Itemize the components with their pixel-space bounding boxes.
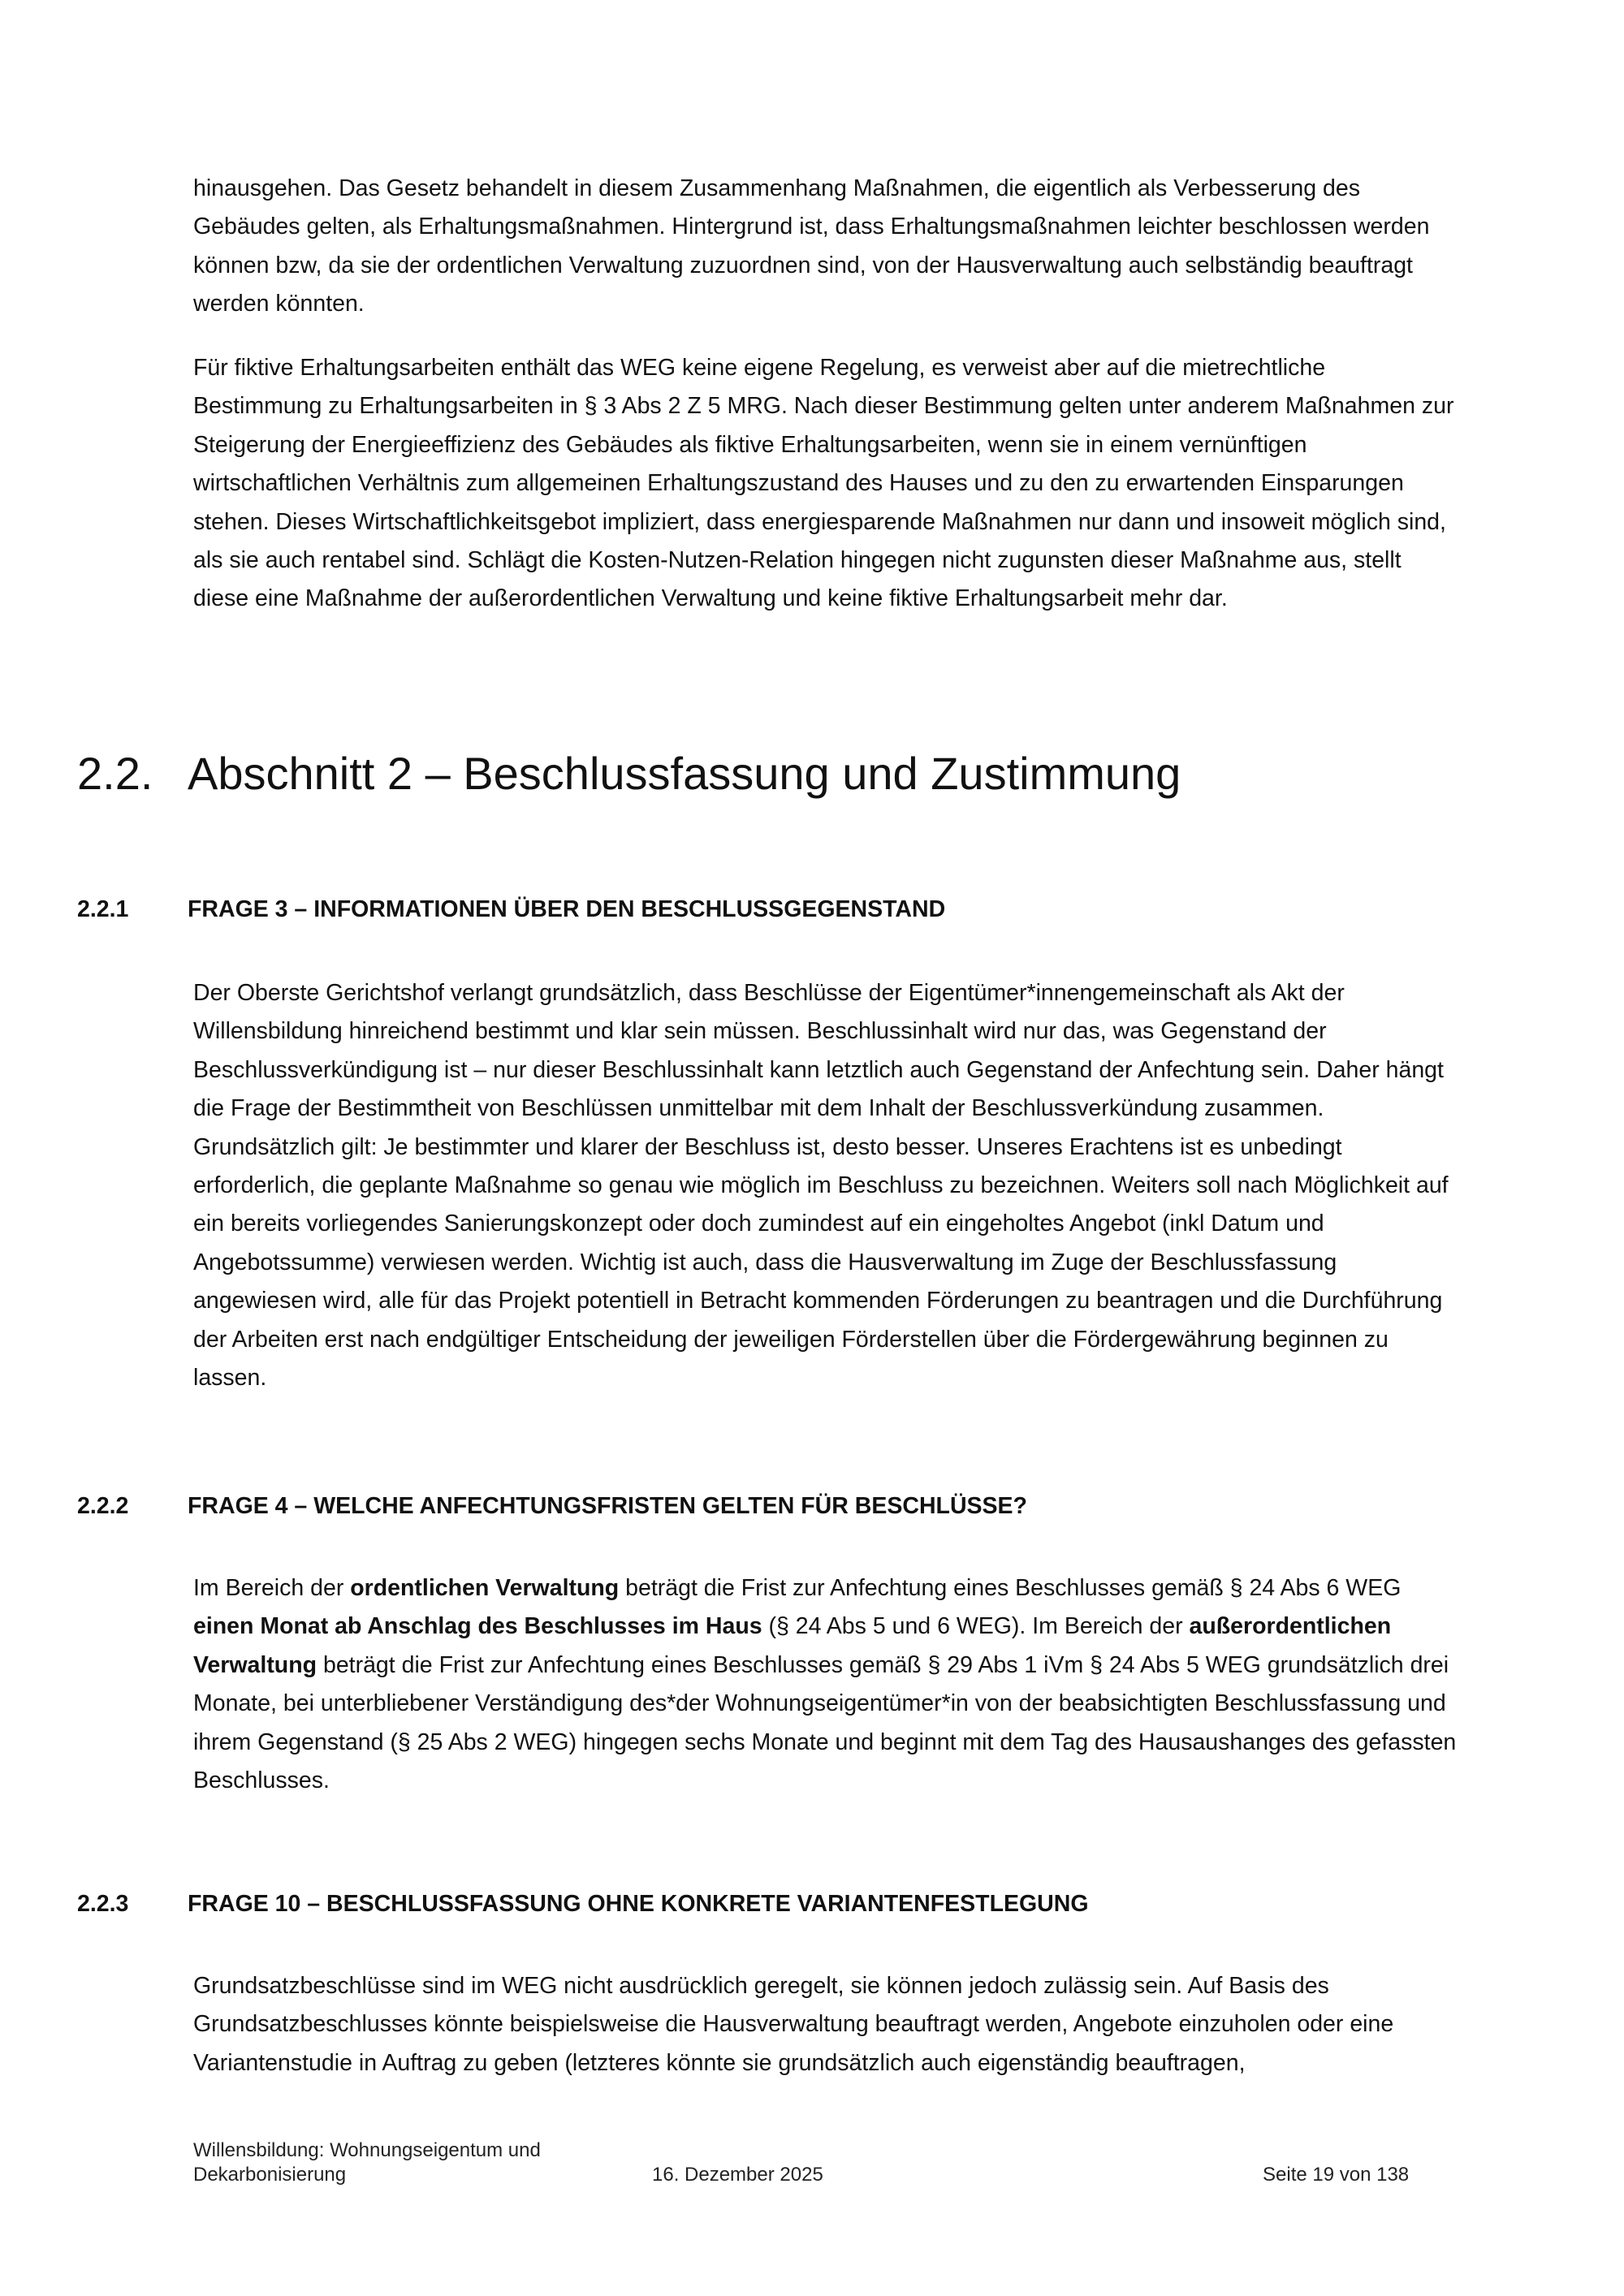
footer-date: 16. Dezember 2025	[652, 2164, 823, 2186]
paragraph-frage-10: Grundsatzbeschlüsse sind im WEG nicht ausdrücklich geregelt, sie können jedoch zulässig sein. Auf Basis des Grundsatzbeschlusses könnte beispielsweise die Hausverwaltung beauftragt werden, Angebote einzuholen oder eine Variantenstudie in Auftrag zu geben (letzteres könnte sie grundsätzlich auch eigenständig beauftragen,	[193, 1973, 1394, 2076]
subsection-title: FRAGE 4 – WELCHE ANFECHTUNGSFRISTEN GELTEN FÜR BESCHLÜSSE?	[188, 1493, 1027, 1519]
bold-run: ordentlichen Verwaltung	[350, 1575, 620, 1601]
text-run: (§ 24 Abs 5 und 6 WEG). Im Bereich der	[762, 1613, 1190, 1640]
subsection-number: 2.2.2	[77, 1493, 129, 1519]
paragraph-continuation: hinausgehen. Das Gesetz behandelt in diesem Zusammenhang Maßnahmen, die eigentlich als Verbesserung des Gebäudes gelten, als Erhaltungsmaßnahmen. Hintergrund ist, dass Erhaltungsmaßnahmen leichter beschlossen werden können bzw, da sie der ordentlichen Verwaltung zuzuordnen sind, von der Hausverwaltung auch selbständig beauftragt werden könnten.	[193, 175, 1430, 317]
subsection-title: FRAGE 10 – BESCHLUSSFASSUNG OHNE KONKRETE VARIANTENFESTLEGUNG	[188, 1891, 1089, 1917]
text-run: beträgt die Frist zur Anfechtung eines Beschlusses gemäß § 24 Abs 6 WEG	[619, 1575, 1402, 1601]
paragraph-frage-3: Der Oberste Gerichtshof verlangt grundsätzlich, dass Beschlüsse der Eigentümer*innengemeinschaft als Akt der Willensbildung hinreichend bestimmt und klar sein müssen. Beschlussinhalt wird nur das, was Gegenstand der Beschlussverkündigung ist – nur dieser Beschlussinhalt kann letztlich auch Gegenstand der Anfechtung sein. Daher hängt die Frage der Bestimmtheit von Beschlüssen unmittelbar mit dem Inhalt der Beschlussverkündung zusammen. Grundsätzlich gilt: Je bestimmter und klarer der Beschluss ist, desto besser. Unseres Erachtens ist es unbedingt erforderlich, die geplante Maßnahme so genau wie möglich im Beschluss zu bezeichnen. Weiters soll nach Möglichkeit auf ein bereits vorliegendes Sanierungskonzept oder doch zumindest auf ein eingeholtes Angebot (inkl Datum und Angebotssumme) verwiesen werden. Wichtig ist auch, dass die Hausverwaltung im Zuge der Beschlussfassung angewiesen wird, alle für das Projekt potentiell in Betracht kommenden Förderungen zu beantragen und die Durchführung der Arbeiten erst nach endgültiger Entscheidung der jeweiligen Förderstellen über die Fördergewährung beginnen zu lassen.	[193, 980, 1449, 1392]
subsection-heading-frage-10	[77, 1888, 1089, 1920]
footer-document-title	[193, 2138, 615, 2187]
subsection-heading-frage-4	[77, 1490, 1027, 1522]
bold-run: außerordentlichen Verwaltung	[193, 1613, 1392, 1678]
section-heading	[77, 745, 1181, 802]
paragraph-fiktive-erhaltungsarbeiten: Für fiktive Erhaltungsarbeiten enthält das WEG keine eigene Regelung, es verweist aber auf die mietrechtliche Bestimmung zu Erhaltungsarbeiten in § 3 Abs 2 Z 5 MRG. Nach dieser Bestimmung gelten unter anderem Maßnahmen zur Steigerung der Energieeffizienz des Gebäudes als fiktive Erhaltungsarbeiten, wenn sie in einem vernünftigen wirtschaftlichen Verhältnis zum allgemeinen Erhaltungszustand des Hauses und zu den zu erwartenden Einsparungen stehen. Dieses Wirtschaftlichkeitsgebot impliziert, dass energiesparende Maßnahmen nur dann und insoweit möglich sind, als sie auch rentabel sind. Schlägt die Kosten-Nutzen-Relation hingegen nicht zugunsten dieser Maßnahme aus, stellt diese eine Maßnahme der außerordentlichen Verwaltung und keine fiktive Erhaltungsarbeit mehr dar.	[193, 355, 1454, 612]
text-run: beträgt die Frist zur Anfechtung eines Beschlusses gemäß § 29 Abs 1 iVm § 24 Abs 5 WEG grundsätzlich drei Monate, bei unterbliebener Verständigung des*der Wohnungseigentümer*in von der beabsichtigten Beschlussfassung und ihrem Gegenstand (§ 25 Abs 2 WEG) hingegen sechs Monate und beginnt mit dem Tag des Hausaushanges des gefassten Beschlusses.	[193, 1651, 1457, 1794]
subsection-number: 2.2.1	[77, 896, 129, 922]
bold-run: einen Monat ab Anschlag des Beschlusses im Haus	[193, 1613, 762, 1640]
footer-title-line-1: Willensbildung: Wohnungseigentum und	[193, 2139, 541, 2161]
footer-title-line-2: Dekarbonisierung	[193, 2164, 347, 2186]
subsection-title: FRAGE 3 – INFORMATIONEN ÜBER DEN BESCHLUSSGEGENSTAND	[188, 896, 946, 922]
subsection-number: 2.2.3	[77, 1891, 129, 1917]
subsection-heading-frage-3	[77, 893, 945, 926]
text-run: Im Bereich der	[193, 1575, 351, 1601]
section-title: Abschnitt 2 – Beschlussfassung und Zustimmung	[188, 748, 1181, 799]
section-number: 2.2.	[77, 748, 153, 799]
paragraph-frage-4	[193, 1569, 1460, 1800]
footer-page-number: Seite 19 von 138	[1263, 2164, 1410, 2186]
